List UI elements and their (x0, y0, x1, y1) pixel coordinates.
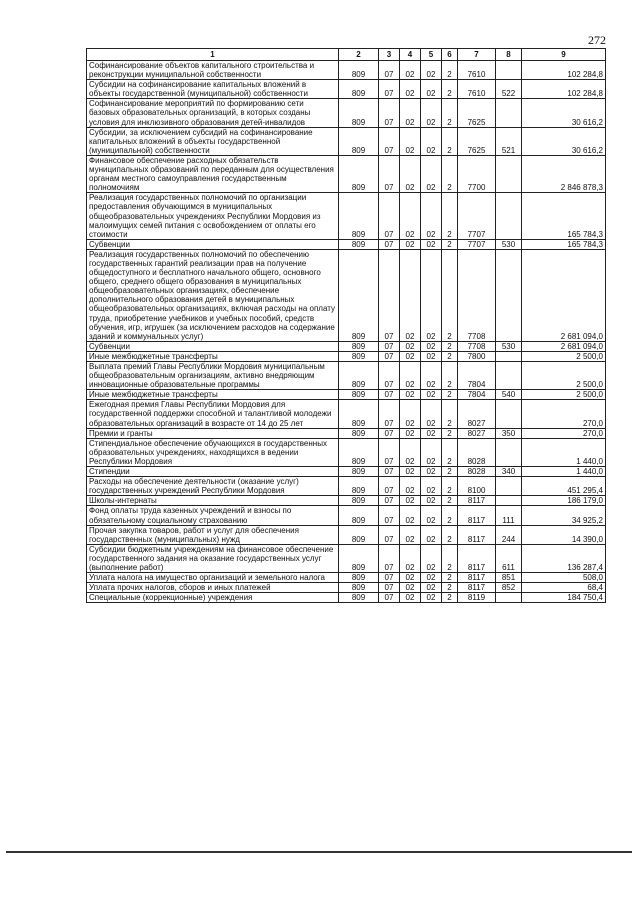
program-code-cell: 02 (421, 583, 442, 593)
amount-cell: 2 500,0 (522, 351, 606, 361)
subsection-code-cell: 02 (400, 525, 421, 544)
section-code-cell: 07 (379, 573, 400, 583)
ministry-code-cell: 809 (339, 593, 379, 603)
expense-type-code-cell (496, 249, 522, 341)
amount-cell: 102 284,8 (522, 80, 606, 99)
table-row (87, 351, 606, 361)
amount-cell: 270,0 (522, 400, 606, 428)
ministry-code-cell: 809 (339, 155, 379, 192)
table-header-row (87, 49, 606, 61)
subsection-code-cell: 02 (400, 506, 421, 525)
row-name-cell: Стипендиальное обеспечение обучающихся в государственных образовательных учреждениях, находящихся в ведении Республики Мордовия (87, 438, 339, 466)
table-row (87, 477, 606, 496)
table-row (87, 573, 606, 583)
ministry-code-cell: 809 (339, 496, 379, 506)
amount-cell: 165 784,3 (522, 239, 606, 249)
expense-type-code-cell: 852 (496, 583, 522, 593)
table-row (87, 428, 606, 438)
expense-type-code-cell: 111 (496, 506, 522, 525)
item-code-cell: 8027 (458, 428, 496, 438)
table-row (87, 506, 606, 525)
table-row (87, 80, 606, 99)
expense-type-code-cell (496, 351, 522, 361)
row-name-cell: Софинансирование мероприятий по формированию сети базовых образовательных организаций, в которых созданы условия для инклюзивного образования детей-инвалидов (87, 99, 339, 127)
subsection-code-cell: 02 (400, 544, 421, 572)
section-code-cell: 07 (379, 249, 400, 341)
row-name-cell: Уплата прочих налогов, сборов и иных платежей (87, 583, 339, 593)
subsection-code-cell: 02 (400, 341, 421, 351)
ministry-code-cell: 809 (339, 573, 379, 583)
amount-cell: 68,4 (522, 583, 606, 593)
section-code-cell: 07 (379, 193, 400, 239)
ministry-code-cell: 809 (339, 467, 379, 477)
row-name-cell: Специальные (коррекционные) учреждения (87, 593, 339, 603)
header-cell: 7 (458, 49, 496, 61)
expense-type-code-cell: 851 (496, 573, 522, 583)
row-name-cell: Реализация государственных полномочий по организации предоставления обучающимся в муниципальных общеобразовательных учреждениях Республики Мордовия из малоимущих семей питания с освобождением от оплаты его стоимости (87, 193, 339, 239)
row-name-cell: Субвенции (87, 239, 339, 249)
subprogram-code-cell: 2 (442, 496, 458, 506)
amount-cell: 102 284,8 (522, 61, 606, 80)
subprogram-code-cell: 2 (442, 477, 458, 496)
header-cell: 2 (339, 49, 379, 61)
item-code-cell: 7804 (458, 390, 496, 400)
ministry-code-cell: 809 (339, 127, 379, 155)
subsection-code-cell: 02 (400, 155, 421, 192)
item-code-cell: 7707 (458, 239, 496, 249)
table-row (87, 193, 606, 239)
item-code-cell: 8117 (458, 525, 496, 544)
amount-cell: 184 750,4 (522, 593, 606, 603)
ministry-code-cell: 809 (339, 400, 379, 428)
program-code-cell: 02 (421, 99, 442, 127)
item-code-cell: 8117 (458, 544, 496, 572)
expense-type-code-cell (496, 193, 522, 239)
program-code-cell: 02 (421, 249, 442, 341)
subsection-code-cell: 02 (400, 362, 421, 390)
table-row (87, 155, 606, 192)
table-row (87, 583, 606, 593)
item-code-cell: 8117 (458, 573, 496, 583)
footer-rule (6, 851, 632, 853)
subprogram-code-cell: 2 (442, 341, 458, 351)
subsection-code-cell: 02 (400, 438, 421, 466)
row-name-cell: Фонд оплаты труда казенных учреждений и взносы по обязательному социальному страхованию (87, 506, 339, 525)
row-name-cell: Стипендии (87, 467, 339, 477)
item-code-cell: 7707 (458, 193, 496, 239)
section-code-cell: 07 (379, 351, 400, 361)
expense-type-code-cell (496, 362, 522, 390)
amount-cell: 451 295,4 (522, 477, 606, 496)
ministry-code-cell: 809 (339, 249, 379, 341)
item-code-cell: 8028 (458, 438, 496, 466)
amount-cell: 136 287,4 (522, 544, 606, 572)
row-name-cell: Реализация государственных полномочий по обеспечению государственных гарантий реализации прав на получение общедоступного и бесплатного начального общего, основного общего, среднего общего образования в муниципальных общеобразовательных организациях, обеспечение дополнительного образования детей в муниципальных общеобразовательных организациях, включая расходы на оплату труда, приобретение учебников и учебных пособий, средств обучения, игр, игрушек (за исключением расходов на содержание зданий и коммунальных услуг) (87, 249, 339, 341)
expense-type-code-cell: 350 (496, 428, 522, 438)
subprogram-code-cell: 2 (442, 362, 458, 390)
expense-type-code-cell (496, 61, 522, 80)
ministry-code-cell: 809 (339, 438, 379, 466)
program-code-cell: 02 (421, 61, 442, 80)
program-code-cell: 02 (421, 127, 442, 155)
header-cell: 1 (87, 49, 339, 61)
ministry-code-cell: 809 (339, 193, 379, 239)
item-code-cell: 7804 (458, 362, 496, 390)
ministry-code-cell: 809 (339, 428, 379, 438)
amount-cell: 270,0 (522, 428, 606, 438)
ministry-code-cell: 809 (339, 80, 379, 99)
table-row (87, 127, 606, 155)
subsection-code-cell: 02 (400, 80, 421, 99)
subprogram-code-cell: 2 (442, 193, 458, 239)
amount-cell: 2 681 094,0 (522, 341, 606, 351)
subsection-code-cell: 02 (400, 400, 421, 428)
row-name-cell: Иные межбюджетные трансферты (87, 351, 339, 361)
subsection-code-cell: 02 (400, 390, 421, 400)
program-code-cell: 02 (421, 341, 442, 351)
item-code-cell: 7610 (458, 80, 496, 99)
ministry-code-cell: 809 (339, 351, 379, 361)
amount-cell: 2 500,0 (522, 362, 606, 390)
item-code-cell: 8100 (458, 477, 496, 496)
subprogram-code-cell: 2 (442, 573, 458, 583)
subprogram-code-cell: 2 (442, 506, 458, 525)
section-code-cell: 07 (379, 362, 400, 390)
table-row (87, 99, 606, 127)
row-name-cell: Финансовое обеспечение расходных обязательств муниципальных образований по переданным для осуществления органам местного самоуправления государственным полномочиям (87, 155, 339, 192)
header-cell: 5 (421, 49, 442, 61)
subsection-code-cell: 02 (400, 477, 421, 496)
section-code-cell: 07 (379, 155, 400, 192)
program-code-cell: 02 (421, 477, 442, 496)
page-number: 272 (588, 33, 606, 47)
program-code-cell: 02 (421, 80, 442, 99)
section-code-cell: 07 (379, 506, 400, 525)
subprogram-code-cell: 2 (442, 351, 458, 361)
section-code-cell: 07 (379, 400, 400, 428)
expense-type-code-cell (496, 155, 522, 192)
subprogram-code-cell: 2 (442, 525, 458, 544)
program-code-cell: 02 (421, 506, 442, 525)
program-code-cell: 02 (421, 544, 442, 572)
expense-type-code-cell: 522 (496, 80, 522, 99)
subprogram-code-cell: 2 (442, 61, 458, 80)
row-name-cell: Субсидии на софинансирование капитальных вложений в объекты государственной (муниципальной) собственности (87, 80, 339, 99)
amount-cell: 2 846 878,3 (522, 155, 606, 192)
subprogram-code-cell: 2 (442, 390, 458, 400)
expense-type-code-cell (496, 593, 522, 603)
section-code-cell: 07 (379, 127, 400, 155)
ministry-code-cell: 809 (339, 390, 379, 400)
section-code-cell: 07 (379, 467, 400, 477)
table-row (87, 496, 606, 506)
section-code-cell: 07 (379, 593, 400, 603)
item-code-cell: 8119 (458, 593, 496, 603)
section-code-cell: 07 (379, 341, 400, 351)
header-cell: 4 (400, 49, 421, 61)
section-code-cell: 07 (379, 80, 400, 99)
ministry-code-cell: 809 (339, 525, 379, 544)
section-code-cell: 07 (379, 583, 400, 593)
subprogram-code-cell: 2 (442, 239, 458, 249)
row-name-cell: Школы-интернаты (87, 496, 339, 506)
subsection-code-cell: 02 (400, 583, 421, 593)
table-body (87, 61, 606, 603)
row-name-cell: Субсидии бюджетным учреждениям на финансовое обеспечение государственного задания на оказание государственных услуг (выполнение работ) (87, 544, 339, 572)
program-code-cell: 02 (421, 467, 442, 477)
expense-type-code-cell (496, 400, 522, 428)
row-name-cell: Прочая закупка товаров, работ и услуг для обеспечения государственных (муниципальных) нужд (87, 525, 339, 544)
amount-cell: 30 616,2 (522, 127, 606, 155)
expense-type-code-cell (496, 477, 522, 496)
subprogram-code-cell: 2 (442, 249, 458, 341)
row-name-cell: Ежегодная премия Главы Республики Мордовия для государственной поддержки способной и талантливой молодежи образовательных организаций в возрасте от 14 до 25 лет (87, 400, 339, 428)
program-code-cell: 02 (421, 390, 442, 400)
section-code-cell: 07 (379, 61, 400, 80)
section-code-cell: 07 (379, 390, 400, 400)
program-code-cell: 02 (421, 351, 442, 361)
subsection-code-cell: 02 (400, 249, 421, 341)
amount-cell: 2 681 094,0 (522, 249, 606, 341)
item-code-cell: 7708 (458, 341, 496, 351)
section-code-cell: 07 (379, 438, 400, 466)
section-code-cell: 07 (379, 239, 400, 249)
expense-type-code-cell: 340 (496, 467, 522, 477)
program-code-cell: 02 (421, 525, 442, 544)
header-cell: 3 (379, 49, 400, 61)
expense-type-code-cell: 530 (496, 341, 522, 351)
subprogram-code-cell: 2 (442, 438, 458, 466)
header-cell: 6 (442, 49, 458, 61)
item-code-cell: 7625 (458, 127, 496, 155)
subsection-code-cell: 02 (400, 239, 421, 249)
program-code-cell: 02 (421, 438, 442, 466)
amount-cell: 30 616,2 (522, 99, 606, 127)
subprogram-code-cell: 2 (442, 593, 458, 603)
row-name-cell: Софинансирование объектов капитального строительства и реконструкции муниципальной собственности (87, 61, 339, 80)
subsection-code-cell: 02 (400, 496, 421, 506)
subsection-code-cell: 02 (400, 99, 421, 127)
amount-cell: 1 440,0 (522, 438, 606, 466)
expense-type-code-cell: 611 (496, 544, 522, 572)
item-code-cell: 8028 (458, 467, 496, 477)
ministry-code-cell: 809 (339, 341, 379, 351)
amount-cell: 2 500,0 (522, 390, 606, 400)
item-code-cell: 7800 (458, 351, 496, 361)
subsection-code-cell: 02 (400, 593, 421, 603)
program-code-cell: 02 (421, 400, 442, 428)
subprogram-code-cell: 2 (442, 99, 458, 127)
header-cell: 9 (522, 49, 606, 61)
expense-type-code-cell: 530 (496, 239, 522, 249)
subprogram-code-cell: 2 (442, 80, 458, 99)
program-code-cell: 02 (421, 593, 442, 603)
table-row (87, 341, 606, 351)
table-row (87, 467, 606, 477)
item-code-cell: 7700 (458, 155, 496, 192)
table-row (87, 593, 606, 603)
section-code-cell: 07 (379, 428, 400, 438)
item-code-cell: 7610 (458, 61, 496, 80)
expense-type-code-cell: 540 (496, 390, 522, 400)
expense-type-code-cell: 244 (496, 525, 522, 544)
budget-table (86, 48, 606, 603)
row-name-cell: Субвенции (87, 341, 339, 351)
item-code-cell: 8117 (458, 506, 496, 525)
program-code-cell: 02 (421, 362, 442, 390)
expense-type-code-cell (496, 438, 522, 466)
subsection-code-cell: 02 (400, 61, 421, 80)
subsection-code-cell: 02 (400, 193, 421, 239)
table-row (87, 362, 606, 390)
ministry-code-cell: 809 (339, 583, 379, 593)
ministry-code-cell: 809 (339, 61, 379, 80)
row-name-cell: Расходы на обеспечение деятельности (оказание услуг) государственных учреждений Республики Мордовия (87, 477, 339, 496)
subprogram-code-cell: 2 (442, 544, 458, 572)
item-code-cell: 7625 (458, 99, 496, 127)
ministry-code-cell: 809 (339, 362, 379, 390)
program-code-cell: 02 (421, 155, 442, 192)
table-row (87, 249, 606, 341)
program-code-cell: 02 (421, 239, 442, 249)
section-code-cell: 07 (379, 99, 400, 127)
section-code-cell: 07 (379, 477, 400, 496)
amount-cell: 1 440,0 (522, 467, 606, 477)
row-name-cell: Премии и гранты (87, 428, 339, 438)
ministry-code-cell: 809 (339, 99, 379, 127)
expense-type-code-cell: 521 (496, 127, 522, 155)
subsection-code-cell: 02 (400, 573, 421, 583)
table-row (87, 544, 606, 572)
ministry-code-cell: 809 (339, 544, 379, 572)
subsection-code-cell: 02 (400, 351, 421, 361)
section-code-cell: 07 (379, 496, 400, 506)
item-code-cell: 8027 (458, 400, 496, 428)
program-code-cell: 02 (421, 193, 442, 239)
item-code-cell: 8117 (458, 583, 496, 593)
subprogram-code-cell: 2 (442, 467, 458, 477)
row-name-cell: Субсидии, за исключением субсидий на софинансирование капитальных вложений в объекты государственной (муниципальной) собственности (87, 127, 339, 155)
amount-cell: 14 390,0 (522, 525, 606, 544)
amount-cell: 34 925,2 (522, 506, 606, 525)
row-name-cell: Уплата налога на имущество организаций и земельного налога (87, 573, 339, 583)
ministry-code-cell: 809 (339, 506, 379, 525)
table-row (87, 400, 606, 428)
subprogram-code-cell: 2 (442, 127, 458, 155)
subsection-code-cell: 02 (400, 127, 421, 155)
amount-cell: 186 179,0 (522, 496, 606, 506)
subprogram-code-cell: 2 (442, 400, 458, 428)
ministry-code-cell: 809 (339, 239, 379, 249)
table-row (87, 390, 606, 400)
expense-type-code-cell (496, 99, 522, 127)
program-code-cell: 02 (421, 496, 442, 506)
table-row (87, 239, 606, 249)
table-row (87, 525, 606, 544)
subprogram-code-cell: 2 (442, 155, 458, 192)
amount-cell: 508,0 (522, 573, 606, 583)
section-code-cell: 07 (379, 525, 400, 544)
table-row (87, 438, 606, 466)
amount-cell: 165 784,3 (522, 193, 606, 239)
program-code-cell: 02 (421, 428, 442, 438)
subsection-code-cell: 02 (400, 467, 421, 477)
section-code-cell: 07 (379, 544, 400, 572)
ministry-code-cell: 809 (339, 477, 379, 496)
header-cell: 8 (496, 49, 522, 61)
subsection-code-cell: 02 (400, 428, 421, 438)
program-code-cell: 02 (421, 573, 442, 583)
item-code-cell: 7708 (458, 249, 496, 341)
item-code-cell: 8117 (458, 496, 496, 506)
subprogram-code-cell: 2 (442, 428, 458, 438)
subprogram-code-cell: 2 (442, 583, 458, 593)
table-row (87, 61, 606, 80)
expense-type-code-cell (496, 496, 522, 506)
row-name-cell: Выплата премий Главы Республики Мордовия муниципальным общеобразовательным организациям, активно внедряющим инновационные образовательные программы (87, 362, 339, 390)
row-name-cell: Иные межбюджетные трансферты (87, 390, 339, 400)
